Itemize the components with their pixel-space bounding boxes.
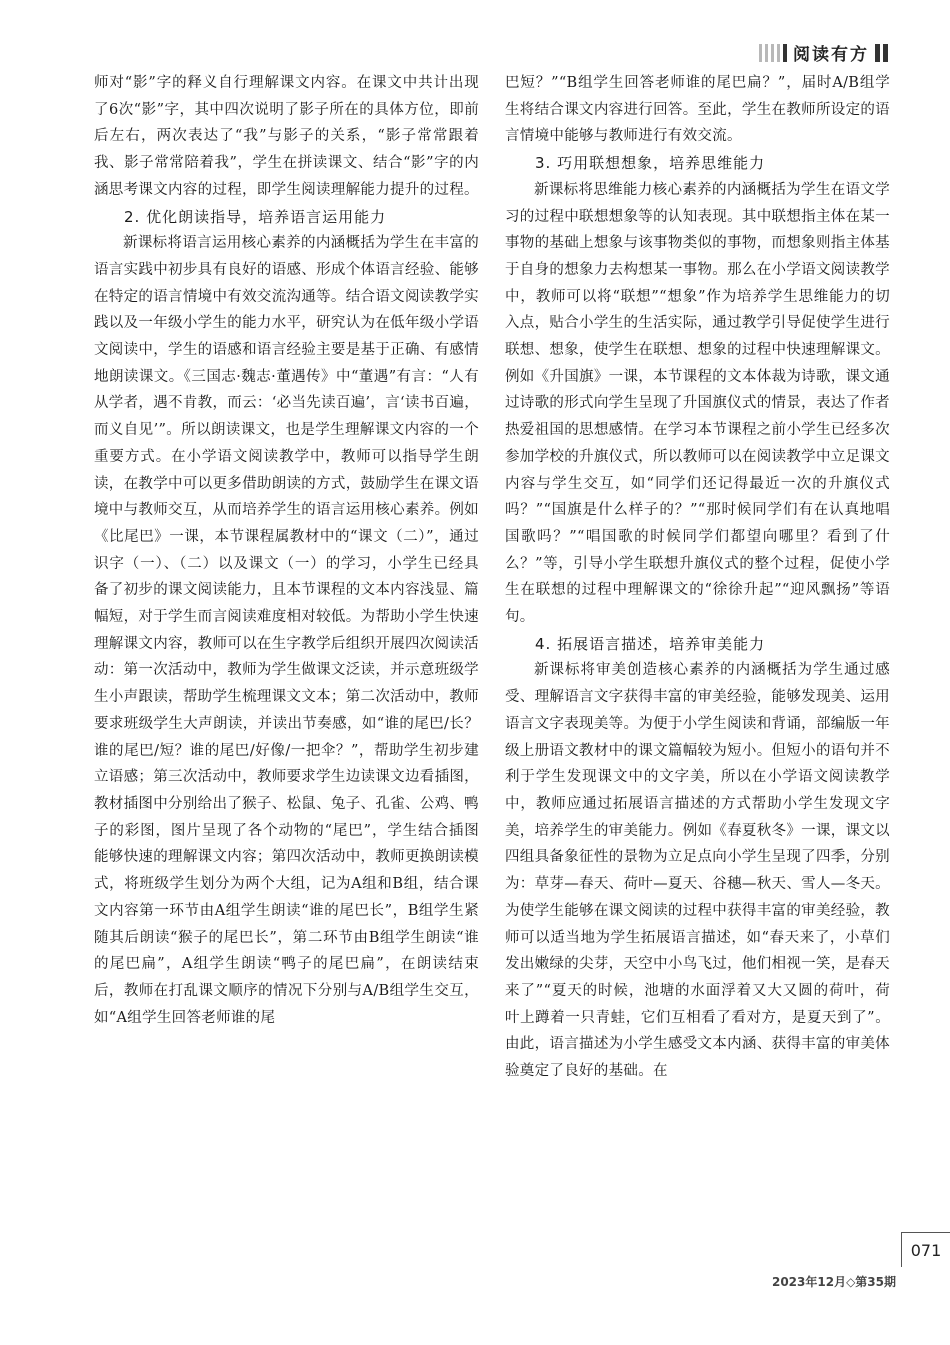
subsection-heading: 4. 拓展语言描述，培养审美能力 — [535, 634, 766, 653]
paragraph: 新课标将审美创造核心素养的内涵概括为学生通过感受、理解语言文字获得丰富的审美经验，能够发现美、运用语言文字表现美等。为便于小学生阅读和背诵，部编版一年级上册语文教材中的课文篇幅较为短小。但短小的语句并不利于学生发现课文中的文字美，所以在小学语文阅读教学中，教师应通过拓展语言描述的方式帮助小学生发现文字美，培养学生的审美能力。例如《春夏秋冬》一课，课文以四组具备象征性的景物为立足点向小学生呈现了四季，分别为：草芽—春天、荷叶—夏天、谷穗—秋天、雪人—冬天。为使学生能够在课文阅读的过程中获得丰富的审美经验，教师可以适当地为学生拓展语言描述，如“春天来了，小草们发出嫩绿的尖芽，天空中小鸟飞过，他们相视一笑，是春天来了”“夏天的时候，池塘的水面浮着又大又圆的荷叶，荷叶上蹲着一只青蛙，它们互相看了看对方，是夏天到了”。由此，语言描述为小学生感受文本内涵、获得丰富的审美体验奠定了良好的基础。在 — [505, 662, 890, 1080]
issue-label: 2023年12月◇第35期 — [771, 1275, 896, 1289]
header-decoration-left — [759, 44, 787, 62]
section-title: 阅读有方 — [793, 45, 869, 65]
paragraph: 新课标将语言运用核心素养的内涵概括为学生在丰富的语言实践中初步具有良好的语感、形成个体语言经验、能够在特定的语言情境中有效交流沟通等。结合语文阅读教学实践以及一年级小学生的能力水平，研究认为在低年级小学语文阅读中，学生的语感和语言经验主要是基于正确、有感情地朗读课文。《三国志·魏志·董遇传》中“董遇”有言：“人有从学者，遇不肯教，而云：‘必当先读百遍’，言‘读书百遍，而义自见’”。所以朗读课文，也是学生理解课文内容的一个重要方式。在小学语文阅读教学中，教师可以指导学生朗读，在教学中可以更多借助朗读的方式，鼓励学生在课文语境中与教师交互，从而培养学生的语言运用核心素养。例如《比尾巴》一课，本节课程属教材中的“课文（二）”，通过识字（一）、（二）以及课文（一）的学习，小学生已经具备了初步的课文阅读能力，且本节课程的文本内容浅显、篇幅短，对于学生而言阅读难度相对较低。为帮助小学生快速理解课文内容，教师可以在生字教学后组织开展四次阅读活动：第一次活动中，教师为学生做课文泛读，并示意班级学生小声跟读，帮助学生梳理课文文本；第二次活动中，教师要求班级学生大声朗读，并读出节奏感，如“谁的尾巴/长？谁的尾巴/短？谁的尾巴/好像/一把伞？”，帮助学生初步建立语感；第三次活动中，教师要求学生边读课文边看插图，教材插图中分别给出了猴子、松鼠、兔子、孔雀、公鸡、鸭子的彩图，图片呈现了各个动物的“尾巴”，学生结合插图能够快速的理解课文内容；第四次活动中，教师更换朗读模式，将班级学生划分为两个大组，记为A组和B组，结合课文内容第一环节由A组学生朗读“谁的尾巴长”，B组学生紧随其后朗读“猴子的尾巴长”，第二环节由B组学生朗读“谁的尾巴扁”，A组学生朗读“鸭子的尾巴扁”，在朗读结束后，教师在打乱课文顺序的情况下分别与A/B组学生交互，如“A组学生回答老师谁的尾 — [94, 235, 479, 1026]
page-number: 071 — [901, 1232, 950, 1267]
subsection-heading: 2. 优化朗读指导，培养语言运用能力 — [124, 207, 387, 226]
paragraph: 新课标将思维能力核心素养的内涵概括为学生在语文学习的过程中联想想象等的认知表现。其中联想指主体在某一事物的基础上想象与该事物类似的事物，而想象则指主体基于自身的想象力去构想某一事物。那么在小学语文阅读教学中，教师可以将“联想”“想象”作为培养学生思维能力的切入点，贴合小学生的生活实际，通过教学引导促使学生进行联想、想象，使学生在联想、想象的过程中快速理解课文。例如《升国旗》一课，本节课程的文本体裁为诗歌，课文通过诗歌的形式向学生呈现了升国旗仪式的情景，表达了作者热爱祖国的思想感情。在学习本节课程之前小学生已经多次参加学校的升旗仪式，所以教师可以在阅读教学中立足课文内容与学生交互，如“同学们还记得最近一次的升旗仪式吗？”“国旗是什么样子的？”“那时候同学们有在认真地唱国歌吗？”“唱国歌的时候同学们都望向哪里？看到了什么？”等，引导小学生联想升旗仪式的整个过程，促使小学生在联想的过程中理解课文的“徐徐升起”“迎风飘扬”等语句。 — [505, 181, 890, 626]
right-column — [505, 70, 890, 1085]
paragraph: 巴短？”“B组学生回答老师谁的尾巴扁？”，届时A/B组学生将结合课文内容进行回答。至此，学生在教师所设定的语言情境中能够与教师进行有效交流。 — [505, 75, 890, 145]
running-header — [759, 40, 888, 65]
subsection-heading: 3. 巧用联想想象，培养思维能力 — [535, 154, 766, 173]
paragraph: 师对“影”字的释义自行理解课文内容。在课文中共计出现了6次“影”字，其中四次说明了影子所在的具体方位，即前后左右，两次表达了“我”与影子的关系，“影子常常跟着我、影子常常陪着我”，学生在拼读课文、结合“影”字的内涵思考课文内容的过程，即学生阅读理解能力提升的过程。 — [94, 75, 479, 198]
header-decoration-right — [875, 44, 888, 62]
left-column — [94, 70, 479, 1031]
